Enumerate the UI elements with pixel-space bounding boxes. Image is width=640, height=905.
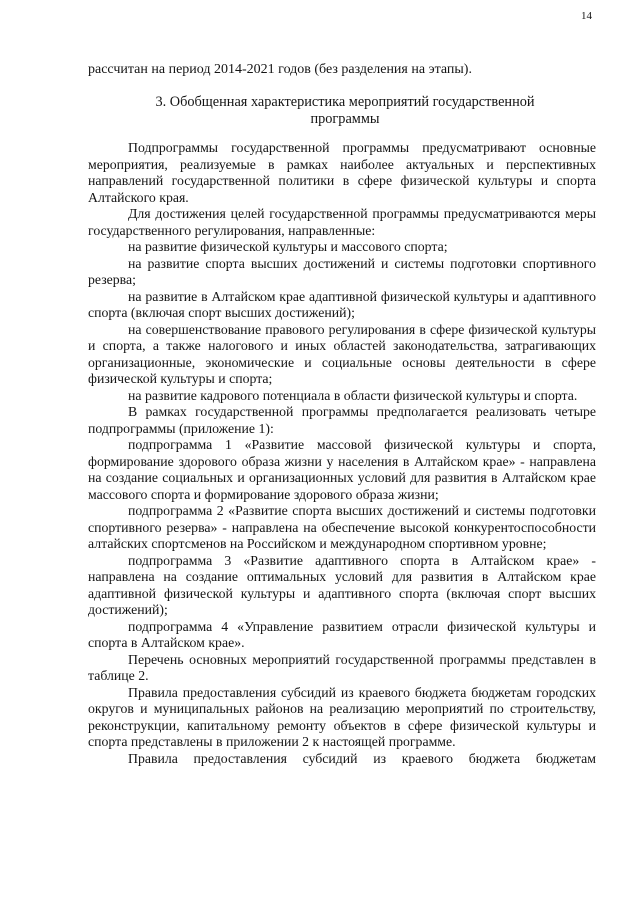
intro-line: рассчитан на период 2014-2021 годов (без разделения на этапы).: [88, 62, 472, 77]
list-item: подпрограмма 4 «Управление развитием отрасли физической культуры и спорта в Алтайском крае».: [88, 618, 596, 650]
list-item: на развитие кадрового потенциала в области физической культуры и спорта.: [128, 387, 578, 403]
paragraph-table-ref: Перечень основных мероприятий государственной программы представлен в таблице 2.: [88, 651, 596, 683]
section-heading: [88, 94, 602, 128]
list-item: подпрограмма 2 «Развитие спорта высших достижений и системы подготовки спортивного резерва» - направлена на обеспечение высокой конкурентоспособности алтайских спортсменов на Российском и международном спортивном уровне;: [88, 503, 596, 551]
section-heading-line2: программы: [310, 111, 380, 127]
paragraph-subsidy-rules-continued: Правила предоставления субсидий из краевого бюджета бюджетам: [128, 750, 596, 766]
paragraph-subsidy-rules: Правила предоставления субсидий из краевого бюджета бюджетам городских округов и муниципальных районов на реализацию мероприятий по строительству, реконструкции, капитальному ремонту объектов в сфере физической культуры и спорта представлены в приложении 2 к настоящей программе.: [88, 684, 596, 749]
paragraph-intro: Подпрограммы государственной программы предусматривают основные мероприятия, реализуемые в рамках наиболее актуальных и перспективных направлений государственной политики в сфере физической культуры и спорта Алтайского края.: [88, 140, 596, 205]
paragraph-subprograms: В рамках государственной программы предполагается реализовать четыре подпрограммы (приложение 1):: [88, 404, 596, 436]
list-item: на развитие в Алтайском крае адаптивной физической культуры и адаптивного спорта (включая спорт высших достижений);: [88, 288, 596, 320]
list-item: на развитие спорта высших достижений и системы подготовки спортивного резерва;: [88, 255, 596, 287]
body-text: [88, 140, 596, 767]
list-item: подпрограмма 3 «Развитие адаптивного спорта в Алтайском крае» - направлена на создание оптимальных условий для развития в Алтайском крае адаптивной физической культуры и адаптивного спорта (включая спорт высших достижений);: [88, 552, 596, 617]
page-number: 14: [581, 10, 592, 22]
section-heading-line1: 3. Обобщенная характеристика мероприятий государственной: [155, 94, 535, 110]
list-item: подпрограмма 1 «Развитие массовой физической культуры и спорта, формирование здорового образа жизни у населения в Алтайском крае» - направлена на создание социальных и организационных условий для развития в Алтайском крае массового спорта и формирование здорового образа жизни;: [88, 437, 596, 502]
paragraph-measures: Для достижения целей государственной программы предусматриваются меры государственного регулирования, направленные:: [88, 206, 596, 238]
list-item: на совершенствование правового регулирования в сфере физической культуры и спорта, а также налогового и иных областей законодательства, затрагивающих организационные, экономические и социальные основы деятельности в сфере физической культуры и спорта;: [88, 321, 596, 386]
list-item: на развитие физической культуры и массового спорта;: [128, 239, 448, 254]
